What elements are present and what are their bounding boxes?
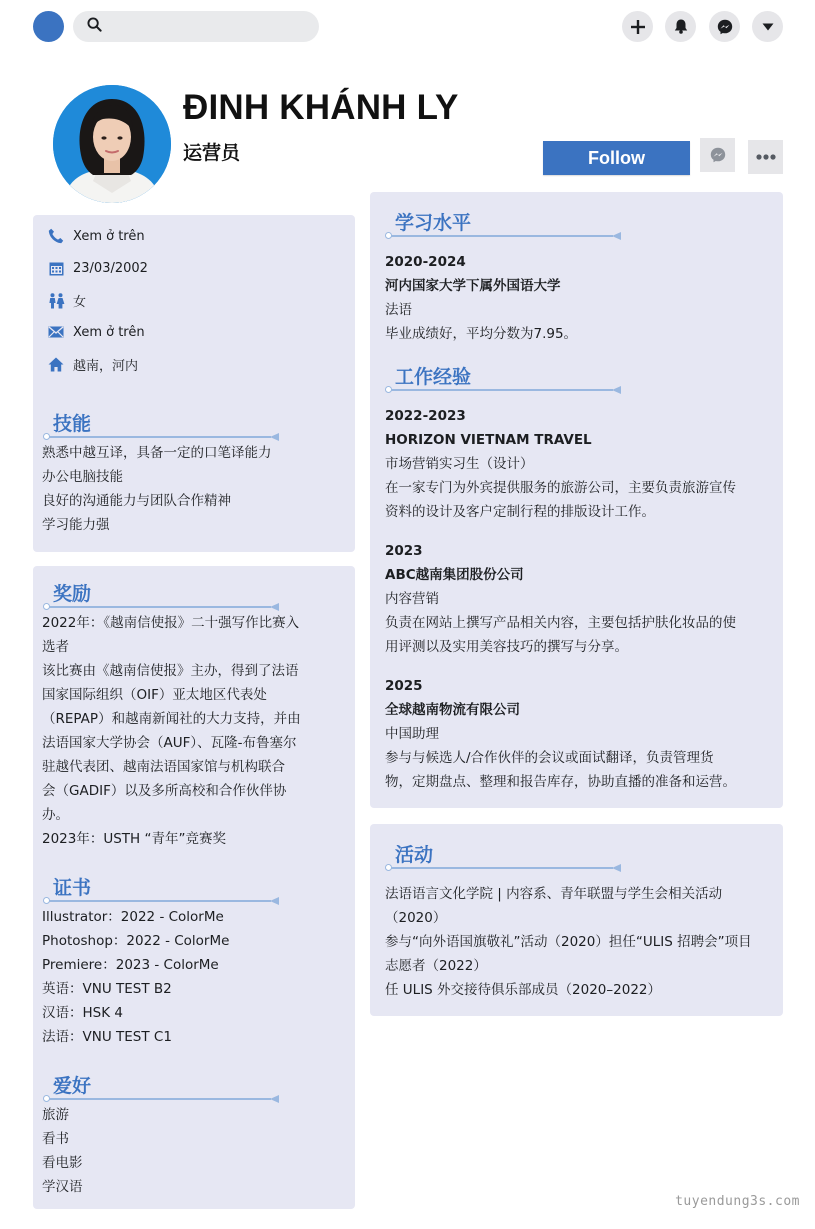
job-description-line: 物，定期盘点、整理和报告库存，协助直播的准备和运营。 (385, 774, 736, 790)
follow-button[interactable]: Follow (543, 141, 690, 175)
home-icon (47, 356, 65, 374)
contact-birthdate (47, 259, 148, 277)
list-item: 法语语言文化学院 | 内容系、青年联盟与学生会相关活动 (385, 886, 723, 902)
list-item: 学汉语 (42, 1179, 83, 1195)
award-description-line: 法语国家大学协会（AUF）、瓦隆-布鲁塞尔 (42, 735, 297, 751)
calendar-icon (47, 259, 65, 277)
list-item: Photoshop：2022 - ColorMe (42, 933, 230, 949)
profile-photo (53, 85, 171, 203)
job-company: HORIZON VIETNAM TRAVEL (385, 432, 592, 448)
list-item: Illustrator：2022 - ColorMe (42, 909, 224, 925)
hobbies-list (42, 1103, 83, 1199)
messenger-icon (710, 147, 726, 163)
certificates-title: 证书 (53, 877, 92, 899)
list-item: 良好的沟通能力与团队合作精神 (42, 493, 231, 509)
education-period: 2020-2024 (385, 254, 466, 270)
job-period: 2022-2023 (385, 408, 466, 424)
list-item: 任 ULIS 外交接待俱乐部成员（2020–2022） (385, 982, 661, 998)
contact-phone (47, 227, 145, 245)
education-school: 河内国家大学下属外国语大学 (385, 278, 561, 294)
more-options-button[interactable] (748, 140, 783, 174)
activities-card (370, 824, 783, 1016)
search-input[interactable] (108, 19, 308, 34)
hobbies-title: 爱好 (53, 1075, 92, 1097)
contact-address-text: 越南，河内 (73, 359, 139, 374)
mail-icon (47, 323, 65, 341)
app-logo[interactable] (33, 11, 64, 42)
job-description-line: 参与与候选人/合作伙伴的会议或面试翻译，负责管理货 (385, 750, 714, 766)
contact-address (47, 355, 138, 374)
section-divider (385, 864, 621, 872)
award-description-line: 该比赛由《越南信使报》主办，得到了法语 (42, 663, 299, 679)
plus-icon (631, 20, 645, 34)
contact-phone-text: Xem ở trên (73, 228, 145, 244)
contact-email-text: Xem ở trên (73, 324, 145, 340)
account-menu-button[interactable] (752, 11, 783, 42)
notifications-button[interactable] (665, 11, 696, 42)
job-description-line: 资料的设计及客户定制行程的排版设计工作。 (385, 504, 655, 520)
contact-gender-text: 女 (73, 295, 87, 310)
job-description-line: 负责在网站上撰写产品相关内容，主要包括护肤化妆品的使 (385, 615, 736, 631)
job-description-line: 用评测以及实用美容技巧的撰写与分享。 (385, 639, 628, 655)
education-major: 法语 (385, 302, 412, 318)
section-divider (385, 232, 621, 240)
contact-skills-card (33, 215, 355, 552)
awards-title: 奖励 (53, 583, 92, 605)
award-description-line: （REPAP）和越南新闻社的大力支持，并由 (42, 711, 301, 727)
awards-card (33, 566, 355, 1209)
education-experience-card (370, 192, 783, 808)
list-item: 法语：VNU TEST C1 (42, 1029, 172, 1045)
education-entry (385, 250, 577, 346)
award-line: 选者 (42, 639, 69, 655)
skills-title: 技能 (53, 413, 92, 435)
search-icon (87, 17, 102, 36)
list-item: 看电影 (42, 1155, 83, 1171)
job-entry (385, 674, 736, 794)
job-entry (385, 404, 736, 524)
award-description-line: 驻越代表团、越南法语国家馆与机构联合 (42, 759, 285, 775)
education-note: 毕业成绩好，平均分数为7.95。 (385, 326, 578, 342)
job-position: 中国助理 (385, 726, 439, 742)
job-position: 内容营销 (385, 591, 439, 607)
list-item: 办公电脑技能 (42, 469, 123, 485)
profile-name: ĐINH KHÁNH LY (183, 88, 459, 127)
list-item: 旅游 (42, 1107, 69, 1123)
bell-icon (674, 19, 688, 34)
list-item: （2020） (385, 910, 447, 926)
more-icon (756, 154, 776, 160)
list-item: 熟悉中越互译，具备一定的口笔译能力 (42, 445, 272, 461)
caret-down-icon (762, 23, 774, 31)
job-position: 市场营销实习生（设计） (385, 456, 534, 472)
job-period: 2023 (385, 543, 423, 559)
list-item: Premiere：2023 - ColorMe (42, 957, 219, 973)
job-description-line: 在一家专门为外宾提供服务的旅游公司，主要负责旅游宣传 (385, 480, 736, 496)
list-item: 参与“向外语国旗敬礼”活动（2020）担任“ULIS 招聘会”项目 (385, 934, 752, 950)
job-company: 全球越南物流有限公司 (385, 702, 520, 718)
messenger-icon (717, 19, 733, 35)
contact-email (47, 323, 145, 341)
education-title: 学习水平 (395, 212, 472, 234)
contact-gender (47, 291, 86, 310)
award-2: 2023年：USTH “青年”竞赛奖 (42, 831, 226, 847)
list-item: 志愿者（2022） (385, 958, 487, 974)
messenger-button[interactable] (709, 11, 740, 42)
award-description-line: 国家国际组织（OIF）亚太地区代表处 (42, 687, 267, 703)
job-company: ABC越南集团股份公司 (385, 567, 524, 583)
section-divider (43, 897, 279, 905)
job-period: 2025 (385, 678, 423, 694)
section-divider (43, 1095, 279, 1103)
phone-icon (47, 227, 65, 245)
award-line: 2022年：《越南信使报》二十强写作比赛入 (42, 615, 300, 631)
list-item: 汉语：HSK 4 (42, 1005, 123, 1021)
create-button[interactable] (622, 11, 653, 42)
gender-icon (47, 292, 65, 310)
list-item: 学习能力强 (42, 517, 110, 533)
section-divider (385, 386, 621, 394)
skills-list (42, 441, 272, 537)
list-item: 英语：VNU TEST B2 (42, 981, 172, 997)
watermark: tuyendung3s.com (675, 1194, 800, 1209)
list-item: 看书 (42, 1131, 69, 1147)
contact-birthdate-text: 23/03/2002 (73, 260, 148, 276)
message-button[interactable] (700, 138, 735, 172)
award-description-line: 会（GADIF）以及多所高校和合作伙伴协 (42, 783, 287, 799)
activities-list (385, 882, 752, 1002)
profile-role: 运营员 (183, 142, 241, 164)
job-entry (385, 539, 736, 659)
section-divider (43, 603, 279, 611)
search-bar[interactable] (73, 11, 319, 42)
award-1 (42, 611, 316, 851)
section-divider (43, 433, 279, 441)
certificates-list (42, 905, 229, 1049)
experience-title: 工作经验 (395, 366, 472, 388)
activities-title: 活动 (395, 844, 434, 866)
award-description-line: 办。 (42, 807, 69, 823)
